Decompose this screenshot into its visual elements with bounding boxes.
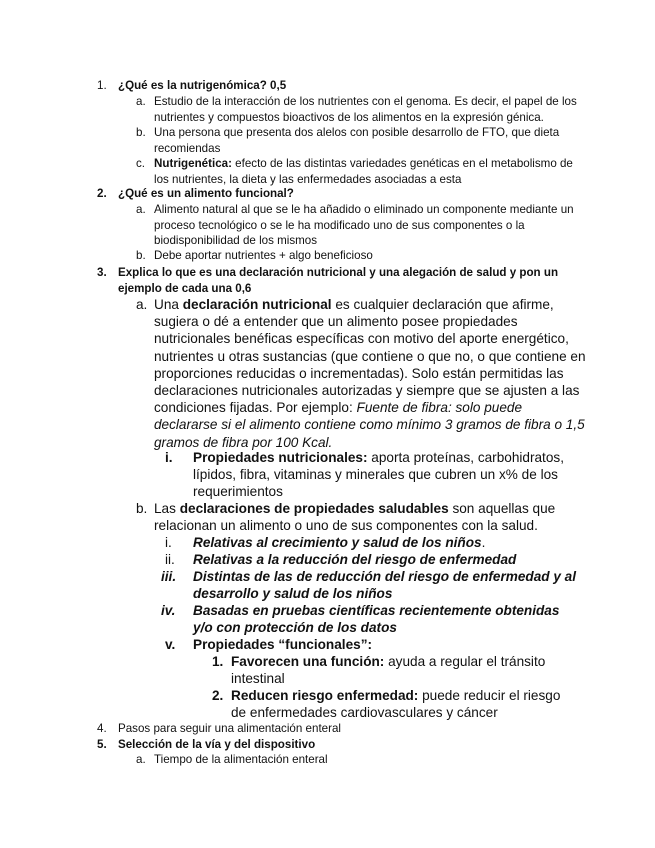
q1-c-term: Nutrigenética: bbox=[154, 157, 232, 170]
q3-a-text bbox=[154, 296, 586, 451]
question-5-title: Selección de la vía y del dispositivo bbox=[118, 738, 316, 751]
question-2-title: ¿Qué es un alimento funcional? bbox=[118, 187, 294, 200]
q3-b-iii-marker: iii. bbox=[161, 569, 177, 584]
q3-b-marker: b. bbox=[136, 501, 148, 516]
q3-b-v-title: Propiedades “funcionales”: bbox=[193, 637, 373, 652]
q1-a-marker: a. bbox=[136, 95, 146, 108]
q5-a-text: Tiempo de la alimentación enteral bbox=[154, 753, 328, 766]
q1-a-text: Estudio de la interacción de los nutrientes con el genoma. Es decir, el papel de los nutrientes y compuestos bioactivos de los alimentos en la expresión génica. bbox=[154, 95, 577, 124]
q3-a-marker: a. bbox=[136, 297, 148, 312]
q3-b-ii-marker: ii. bbox=[165, 552, 175, 567]
question-2-number: 2. bbox=[97, 187, 107, 200]
q3-b-iii-text: Distintas de las de reducción del riesgo de enfermedad y al desarrollo y salud de los niños bbox=[193, 569, 577, 602]
question-3-number: 3. bbox=[97, 266, 107, 279]
q3-b-v-2-term: Reducen riesgo enfermedad: bbox=[231, 688, 419, 703]
q2-b-marker: b. bbox=[136, 249, 146, 262]
q1-b-text: Una persona que presenta dos alelos con posible desarrollo de FTO, que dieta recomiendas bbox=[154, 126, 560, 155]
q3-b-description: son aquellas que relacionan un alimento o uno de sus componentes con la salud. bbox=[154, 501, 556, 534]
q3-a-i-text bbox=[193, 449, 568, 501]
q3-a-i-term: Propiedades nutricionales: bbox=[193, 450, 368, 465]
q3-b-term: declaraciones de propiedades saludables bbox=[179, 501, 449, 516]
question-1-title: ¿Qué es la nutrigenómica? 0,5 bbox=[118, 79, 287, 92]
q3-b-text bbox=[154, 500, 574, 534]
q5-a-marker: a. bbox=[136, 753, 146, 766]
q3-b-i-text bbox=[193, 534, 578, 551]
q3-a-i-marker: i. bbox=[165, 450, 173, 465]
q3-b-i-label: Relativas al crecimiento y salud de los niños bbox=[193, 535, 482, 550]
question-5-number: 5. bbox=[97, 738, 107, 751]
q3-b-v-marker: v. bbox=[165, 637, 176, 652]
q3-b-ii-text: Relativas a la reducción del riesgo de enfermedad bbox=[193, 552, 517, 567]
q3-b-i-marker: i. bbox=[165, 535, 172, 550]
q1-c-description: efecto de las distintas variedades genéticas en el metabolismo de los nutrientes, la dieta y las enfermedades asociadas a esta bbox=[154, 157, 573, 186]
q3-a-pre: Una bbox=[154, 297, 183, 312]
q2-a-text: Alimento natural al que se le ha añadido o eliminado un componente mediante un proceso tecnológico o se le ha modificado uno de sus componentes o la biodisponibilidad de los mismos bbox=[154, 203, 574, 248]
question-4-title: Pasos para seguir una alimentación enteral bbox=[118, 722, 341, 735]
q1-c-marker: c. bbox=[136, 157, 146, 170]
q3-b-v-2-marker: 2. bbox=[212, 688, 224, 703]
q3-b-v-1-marker: 1. bbox=[212, 654, 224, 669]
question-4-number: 4. bbox=[97, 722, 107, 735]
q3-b-v-1-term: Favorecen una función: bbox=[231, 654, 385, 669]
q2-a-marker: a. bbox=[136, 203, 146, 216]
q3-a-term: declaración nutricional bbox=[182, 297, 332, 312]
q1-c-text bbox=[154, 156, 579, 187]
q3-a-i-description: aporta proteínas, carbohidratos, lípidos, fibra, vitaminas y minerales que cubren un x% de los requerimientos bbox=[193, 450, 564, 500]
q3-b-iv-text: Basadas en pruebas científicas recientemente obtenidas y/o con protección de los datos bbox=[193, 603, 560, 636]
q3-b-v-1-text bbox=[231, 653, 561, 687]
q3-a-example: Fuente de fibra: solo puede declararse si el alimento contiene como mínimo 3 gramos de fibra o 1,5 gramos de fibra por 100 Kcal. bbox=[154, 400, 585, 450]
q3-b-pre: Las bbox=[154, 501, 180, 516]
q1-b-marker: b. bbox=[136, 126, 146, 139]
question-1-number: 1. bbox=[97, 79, 107, 92]
q3-b-v-1-description: ayuda a regular el tránsito intestinal bbox=[231, 654, 546, 687]
q2-b-text: Debe aportar nutrientes + algo beneficioso bbox=[154, 249, 373, 262]
q3-b-v-2-description: puede reducir el riesgo de enfermedades cardiovasculares y cáncer bbox=[231, 688, 561, 721]
q3-b-iv-marker: iv. bbox=[161, 603, 176, 618]
question-3-title: Explica lo que es una declaración nutricional y una alegación de salud y pon un ejemplo de cada una 0,6 bbox=[118, 266, 559, 295]
q3-b-v-2-text bbox=[231, 687, 569, 721]
q3-b-i-tail: . bbox=[481, 535, 486, 550]
q3-a-description: es cualquier declaración que afirme, sugiera o dé a entender que un alimento posee propiedades nutricionales benéficas específicas con motivo del aporte energético, nutrientes u otras sustancias (que contiene o que no, o que contiene en proporciones reducidas o incrementadas). Solo están permitidas las declaraciones nutricionales autorizadas y siempre que se ajusten a las condiciones fijadas. Por ejemplo: bbox=[154, 297, 586, 416]
